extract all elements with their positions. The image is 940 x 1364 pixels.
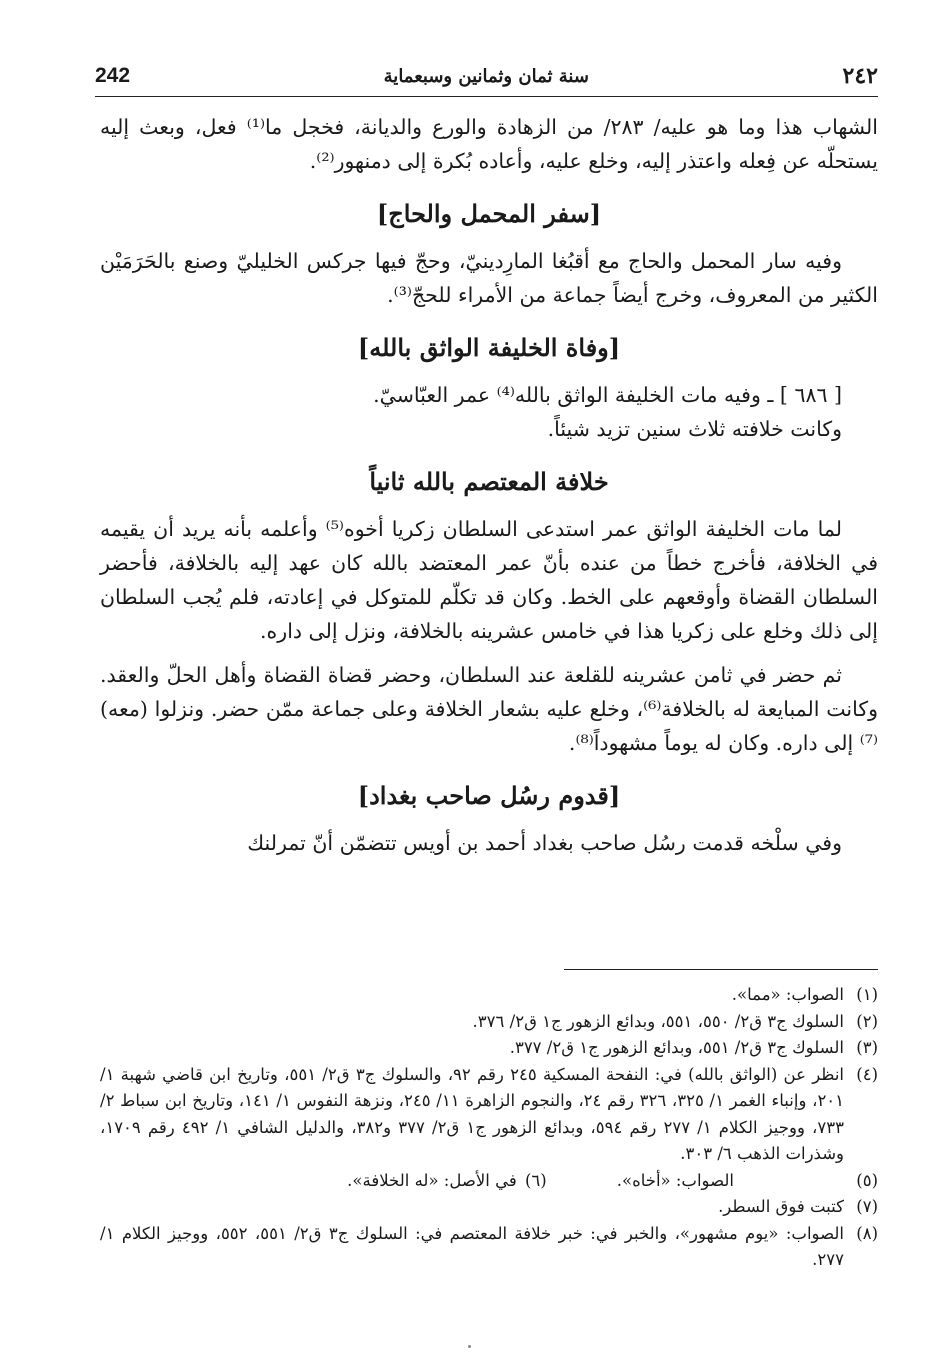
footnote-key: (٣) (856, 1038, 878, 1057)
footnote-text: انظر عن (الواثق بالله) في: النفحة المسكية ٢٤٥ رقم ٩٢، والسلوك ج٣ ق٢/ ٥٥١، وتاريخ ابن قاضي شهبة ١/ ٢٠١، وإنباء الغمر ١/ ٣٢٥، ٣٢٦ رقم ٢٤، والنجوم الزاهرة ١١/ ٢٤٥، ونزهة النفوس ١/ ١٤١، وتاريخ ابن سباط ٢/ ٧٣٣، ووجيز الكلام ١/ ٢٧٧ رقم ٥٩٤، وبدائع الزهور ج١ ق٢/ ٣٧٧ و٣٨٢، والدليل الشافي ١/ ٤٩٢ رقم ١٧٠٩، وشذرات الذهب ٦/ ٣٠٣. (100, 1064, 845, 1163)
footnotes (100, 982, 878, 1274)
footnote-key: (٥) (856, 1170, 878, 1190)
footnote-key: (٦) (524, 1170, 547, 1190)
footnote-key: (١) (856, 985, 878, 1004)
footnote (100, 1009, 878, 1036)
footnote-key: (٧) (856, 1197, 878, 1216)
paragraph: لما مات الخليفة الواثق عمر استدعى السلطان زكريا أخوه⁽⁵⁾ وأعلمه بأنه يريد أن يقيمه في الخلافة، فأخرج خطاً من عنده بأنّ عمر المعتضد بالله كان عهد إليه بالخلافة، فأحضر السلطان القضاة وأوقعهم على الخط. وكان قد تكلّم للمتوكل في إعادته، فلم يُجب السلطان إلى ذلك وخلع على زكريا هذا في خامس عشرينه بالخلافة، ونزل إلى داره. (100, 517, 878, 643)
footnote-text: الصواب: «يوم مشهور»، والخبر في: خبر خلافة المعتصم في: السلوك ج٣ ق٢/ ٥٥١، ٥٥٢، ووجيز الكلام ١/ ٢٧٧. (100, 1223, 844, 1269)
section-heading: [قدوم رسُل صاحب بغداد] (357, 781, 621, 810)
footnote (100, 1035, 878, 1062)
footnote-text: السلوك ج٣ ق٢/ ٥٥٠، ٥٥١، وبدائع الزهور ج١ ق٢/ ٣٧٦. (472, 1011, 844, 1031)
header-rule (95, 96, 878, 97)
page-number-latin: 242 (95, 64, 131, 87)
footnote-text: الصواب: «مما». (731, 985, 844, 1004)
footnote-rule (564, 969, 878, 970)
scan-speck (468, 1345, 471, 1348)
footnote-key: (٢) (856, 1011, 878, 1031)
footnote-text: الصواب: «أخاه». (616, 1170, 734, 1190)
footnote (100, 1194, 878, 1221)
footnote-text: السلوك ج٣ ق٢/ ٥٥١، وبدائع الزهور ج١ ق٢/ ٣٧٧. (509, 1038, 844, 1057)
footnote (100, 1062, 878, 1168)
paragraph: وفي سلْخه قدمت رسُل صاحب بغداد أحمد بن أويس تتضمّن أنّ تمرلنك (247, 831, 842, 855)
section-heading: [وفاة الخليفة الواثق بالله] (357, 333, 621, 362)
footnote-text: في الأصل: «له الخلافة». (347, 1170, 517, 1190)
footnote (100, 1168, 878, 1195)
main-text (100, 110, 878, 860)
footnote-text: كتبت فوق السطر. (718, 1197, 844, 1216)
section-heading: [سفر المحمل والحاج] (376, 199, 602, 228)
paragraph: وكانت خلافته ثلاث سنين تزيد شيئاً. (547, 417, 842, 441)
paragraph: [ ٦٨٦ ] ـ وفيه مات الخليفة الواثق بالله⁽⁴⁾ عمر العبّاسيّ. (373, 383, 842, 407)
paragraph: ثم حضر في ثامن عشرينه للقلعة عند السلطان، وحضر قضاة القضاة وأهل الحلّ والعقد. وكانت المبايعة له بالخلافة⁽⁶⁾، وخلع عليه بشعار الخلافة وعلى جماعة ممّن حضر. ونزلوا (معه)⁽⁷⁾ إلى داره. وكان له يوماً مشهوداً⁽⁸⁾. (100, 663, 878, 755)
paragraph: الشهاب هذا وما هو عليه/ ٢٨٣/ من الزهادة والورع والديانة، فخجل ما⁽¹⁾ فعل، وبعث إليه يستحلّه عن فِعله واعتذر إليه، وخلع عليه، وأعاده بُكرة إلى دمنهور⁽²⁾. (100, 115, 878, 173)
footnote-key: (٤) (856, 1064, 878, 1084)
footnote (100, 982, 878, 1009)
running-title: سنة ثمان وثمانين وسبعماية (383, 65, 589, 87)
footnote (100, 1221, 878, 1274)
running-header (95, 56, 878, 96)
footnote-key: (٨) (856, 1223, 878, 1243)
section-heading: خلافة المعتصم بالله ثانياً (369, 467, 609, 496)
page-number-arabic: ٢٤٢ (842, 63, 878, 89)
paragraph: وفيه سار المحمل والحاج مع أقبُغا المارِدينيّ، وحجّ فيها جركس الخليليّ وصنع بالحَرَمَيْن الكثير من المعروف، وخرج أيضاً جماعة من الأمراء للحجّ⁽³⁾. (100, 249, 878, 307)
